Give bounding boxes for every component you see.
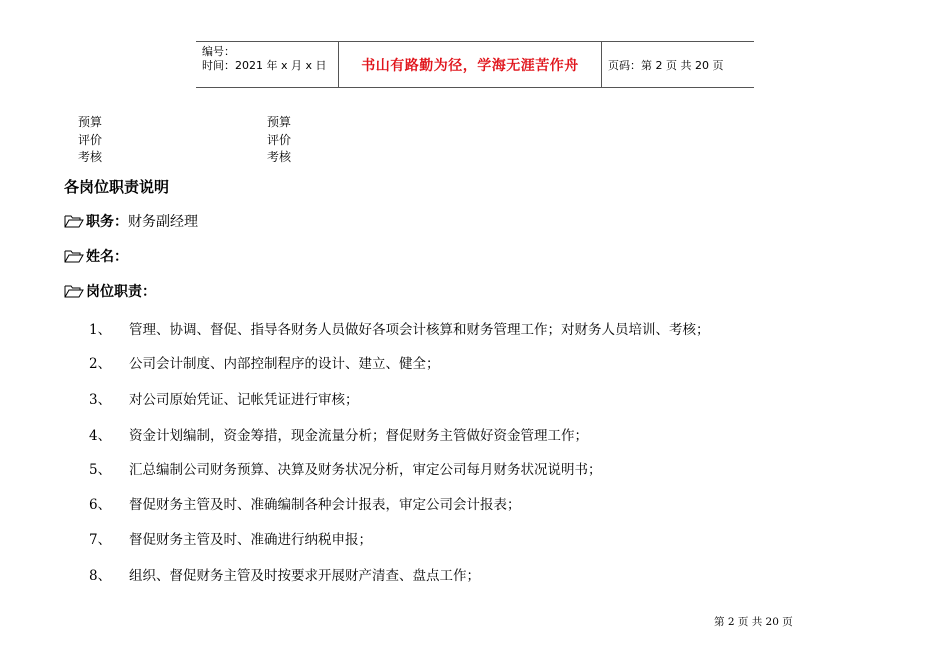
list-item-text: 资金计划编制，资金筹措，现金流量分析；督促财务主管做好资金管理工作；	[129, 428, 588, 444]
list-item-text: 对公司原始凭证、记帐凭证进行审核；	[129, 392, 359, 408]
header-page-number: 页码：第 2 页 共 20 页	[608, 58, 724, 72]
list-item-text: 管理、协调、督促、指导各财务人员做好各项会计核算和财务管理工作；对财务人员培训、考核；	[129, 322, 710, 338]
duties-field	[64, 281, 156, 301]
table-fragment-col1	[78, 114, 102, 167]
list-item-number: 6、	[89, 497, 112, 513]
list-item-text: 公司会计制度、内部控制程序的设计、建立、健全；	[129, 356, 440, 372]
document-date: 时间：2021 年 x 月 x 日	[202, 59, 327, 72]
table-cell: 评价	[267, 132, 292, 147]
table-cell: 考核	[267, 150, 292, 164]
name-label: 姓名：	[86, 249, 128, 265]
folder-icon	[64, 249, 84, 263]
list-item-text: 汇总编制公司财务预算、决算及财务状况分析，审定公司每月财务状况说明书；	[129, 462, 602, 478]
table-cell: 评价	[78, 132, 103, 147]
table-fragment-col2	[267, 114, 291, 167]
list-item-number: 4、	[89, 428, 112, 444]
folder-icon	[64, 214, 84, 228]
header-motto: 书山有路勤为径，学海无涯苦作舟	[339, 42, 602, 87]
position-label: 职务：	[86, 214, 128, 230]
position-field	[64, 211, 198, 231]
name-field	[64, 246, 128, 266]
list-item-number: 1、	[89, 322, 112, 338]
list-item-number: 5、	[89, 462, 112, 478]
page-header	[196, 41, 754, 88]
page-footer: 第 2 页 共 20 页	[714, 616, 793, 628]
list-item-number: 3、	[89, 392, 112, 408]
document-number-label: 编号：	[202, 45, 235, 58]
list-item-number: 8、	[89, 568, 112, 584]
header-info-cell	[196, 42, 339, 87]
section-title: 各岗位职责说明	[64, 178, 170, 196]
table-cell: 考核	[78, 150, 103, 164]
table-cell: 预算	[267, 115, 292, 129]
list-item-text: 组织、督促财务主管及时按要求开展财产清查、盘点工作；	[129, 568, 480, 584]
list-item-text: 督促财务主管及时、准确进行纳税申报；	[129, 532, 372, 548]
list-item-number: 7、	[89, 532, 112, 548]
list-item-number: 2、	[89, 356, 112, 372]
table-cell: 预算	[78, 115, 103, 129]
folder-icon	[64, 284, 84, 298]
list-item-text: 督促财务主管及时、准确编制各种会计报表，审定公司会计报表；	[129, 497, 521, 513]
duties-label: 岗位职责：	[86, 284, 156, 300]
position-value: 财务副经理	[128, 214, 198, 230]
